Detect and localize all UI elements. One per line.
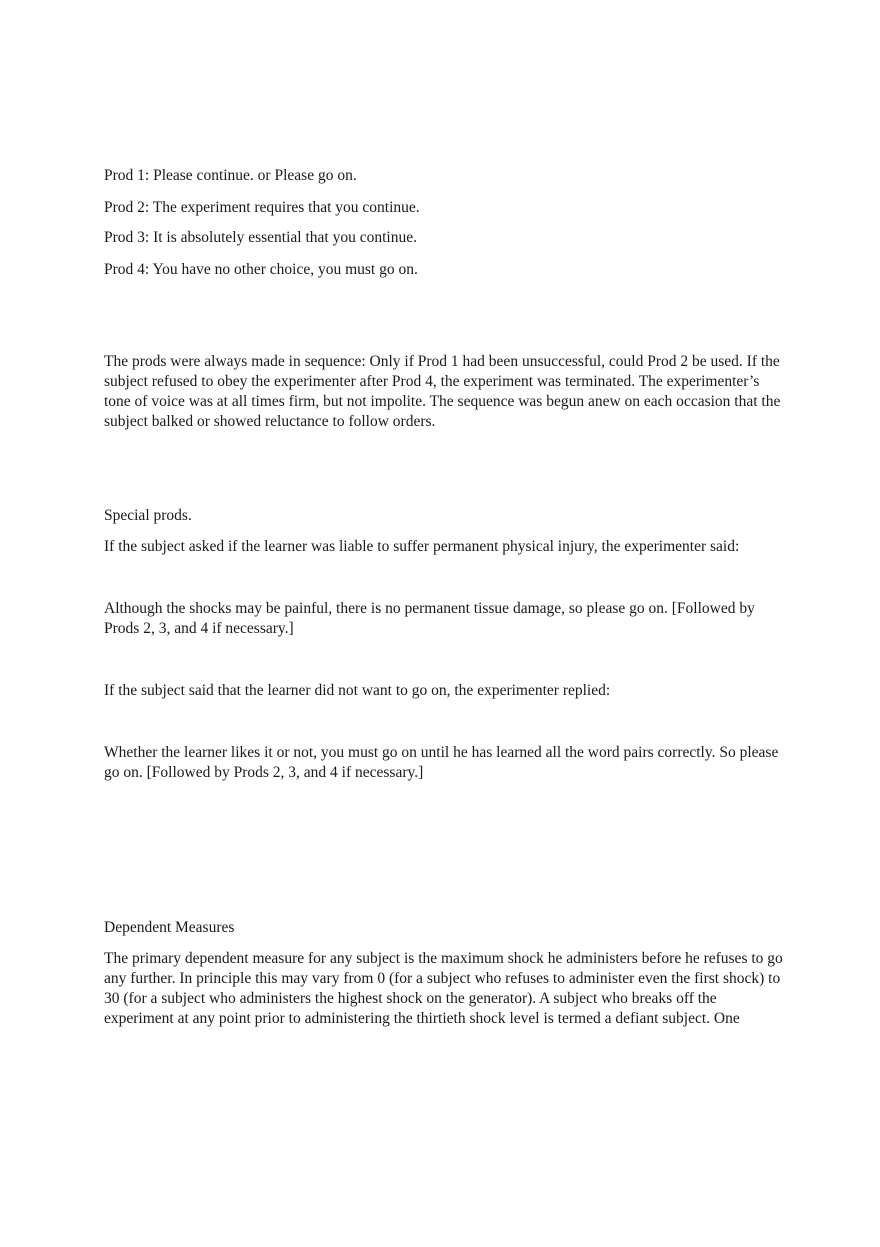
dependent-measures-paragraph: The primary dependent measure for any subject is the maximum shock he administers before he refuses to go any further. In principle this may vary from 0 (for a subject who refuses to administer even the first shock) to 30 (for a subject who administers the highest shock on the generator). A subject who breaks off the experiment at any point prior to administering the thirtieth shock level is termed a defiant subject. One [104,950,783,1027]
refusal-question: If the subject said that the learner did not want to go on, the experimenter replied: [104,682,611,699]
prod-3: Prod 3: It is absolutely essential that you continue. [104,229,417,246]
dependent-measures-heading: Dependent Measures [104,919,235,936]
prod-4: Prod 4: You have no other choice, you must go on. [104,261,418,278]
prod-1: Prod 1: Please continue. or Please go on. [104,167,357,184]
injury-question: If the subject asked if the learner was liable to suffer permanent physical injury, the experimenter said: [104,538,740,555]
sequence-paragraph: The prods were always made in sequence: Only if Prod 1 had been unsuccessful, could Prod 2 be used. If the subject refused to obey the experimenter after Prod 4, the experiment was terminated. The experimenter’s tone of voice was at all times firm, but not impolite. The sequence was begun anew on each occasion that the subject balked or showed reluctance to follow orders. [104,353,781,430]
injury-reply: Although the shocks may be painful, there is no permanent tissue damage, so please go on. [Followed by Prods 2, 3, and 4 if necessary.] [104,600,755,637]
refusal-reply: Whether the learner likes it or not, you must go on until he has learned all the word pairs correctly. So please go on. [Followed by Prods 2, 3, and 4 if necessary.] [104,744,779,781]
prod-2: Prod 2: The experiment requires that you continue. [104,199,420,216]
special-prods-heading: Special prods. [104,507,192,524]
